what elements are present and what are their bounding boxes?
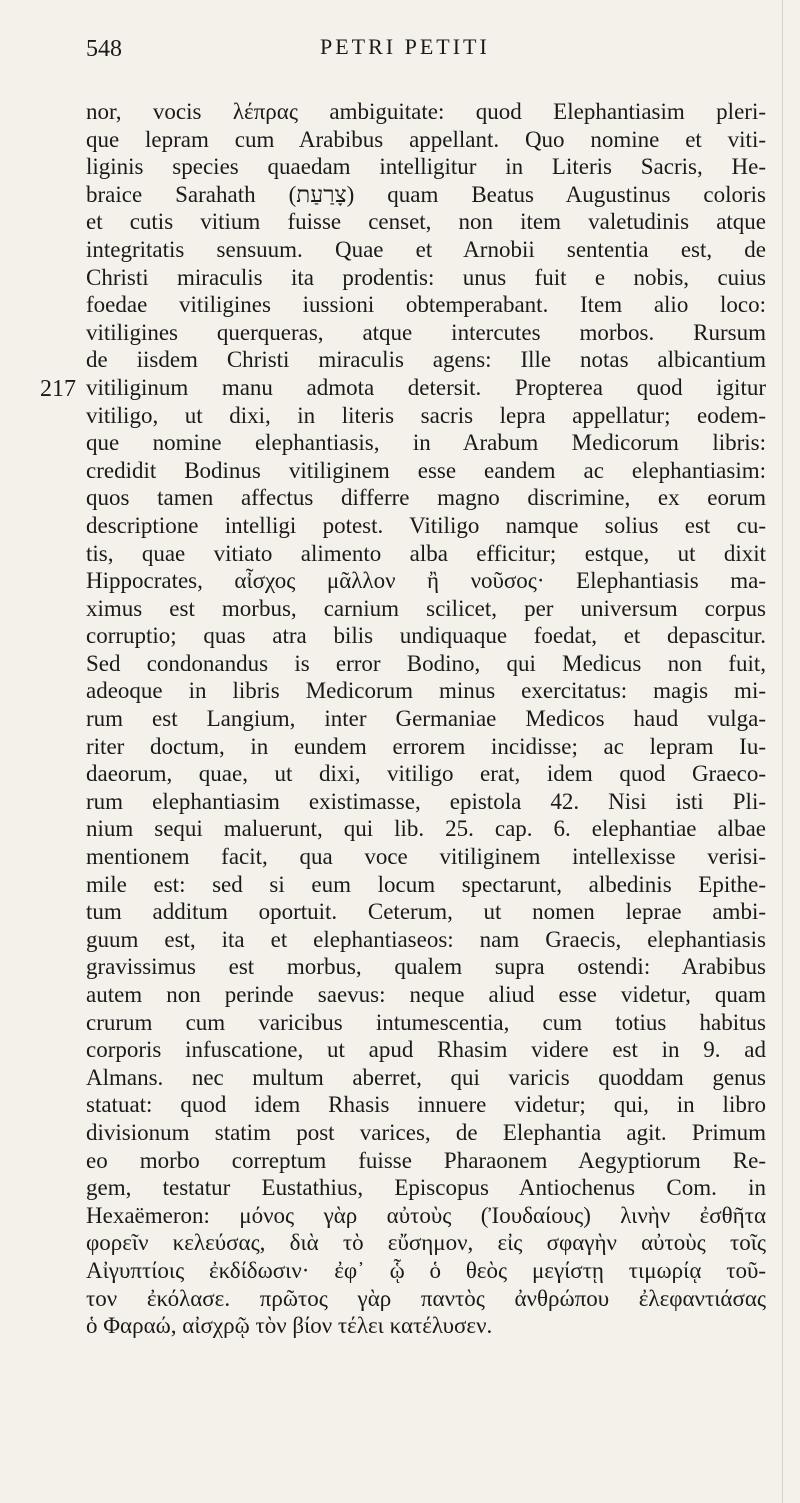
text-line: et cutis vitium fuisse censet, non item valetudinis atque xyxy=(86,209,766,235)
text-line: vitiligo, ut dixi, in literis sacris lepra appellatur; eodem- xyxy=(86,402,766,428)
text-line: mile est: sed si eum locum spectarunt, albedinis Epithe- xyxy=(86,871,766,897)
text-line: integritatis sensuum. Quae et Arnobii sententia est, de xyxy=(86,236,766,262)
text-line: riter doctum, in eundem errorem incidisse; ac lepram Iu- xyxy=(86,733,766,759)
text-line: crurum cum varicibus intumescentia, cum totius habitus xyxy=(86,1009,766,1035)
text-line: statuat: quod idem Rhasis innuere videtur; qui, in libro xyxy=(86,1092,766,1118)
text-line: corporis infuscatione, ut apud Rhasim videre est in 9. ad xyxy=(86,1037,766,1063)
text-line: rum est Langium, inter Germaniae Medicos haud vulga- xyxy=(86,706,766,732)
margin-number: 217 xyxy=(40,376,76,402)
text-line: daeorum, quae, ut dixi, vitiligo erat, idem quod Graeco- xyxy=(86,761,766,787)
text-line: foedae vitiligines iussioni obtemperabant. Item alio loco: xyxy=(86,292,766,318)
text-line: τον ἐκόλασε. πρῶτος γὰρ παντὸς ἀνθρώπου ἐλεφαντιάσας xyxy=(86,1285,766,1311)
text-line: Almans. nec multum aberret, qui varicis quoddam genus xyxy=(86,1064,766,1090)
text-line: de iisdem Christi miraculis agens: Ille notas albicantium xyxy=(86,347,766,373)
text-line: mentionem facit, qua voce vitiliginem intellexisse verisi- xyxy=(86,844,766,870)
text-line: vitiligines querqueras, atque intercutes morbos. Rursum xyxy=(86,319,766,345)
text-line: adeoque in libris Medicorum minus exercitatus: magis mi- xyxy=(86,678,766,704)
page-gutter xyxy=(782,0,783,1503)
text-line: eo morbo correptum fuisse Pharaonem Aegyptiorum Re- xyxy=(86,1147,766,1173)
text-line: tis, quae vitiato alimento alba efficitur; estque, ut dixit xyxy=(86,540,766,566)
text-line: φορεῖν κελεύσας, διὰ τὸ εὔσημον, εἰς σφαγὴν αὐτοὺς τοῖς xyxy=(86,1230,766,1256)
text-line: divisionum statim post varices, de Elephantia agit. Primum xyxy=(86,1119,766,1145)
text-line: liginis species quaedam intelligitur in Literis Sacris, He- xyxy=(86,154,766,180)
text-line: nium sequi maluerunt, qui lib. 25. cap. 6. elephantiae albae xyxy=(86,816,766,842)
page-number: 548 xyxy=(86,36,122,62)
text-line: descriptione intelligi potest. Vitiligo namque solius est cu- xyxy=(86,512,766,538)
text-line: Sed condonandus is error Bodino, qui Medicus non fuit, xyxy=(86,650,766,676)
text-line: rum elephantiasim existimasse, epistola 42. Nisi isti Pli- xyxy=(86,788,766,814)
text-line: nor, vocis λέπρας ambiguitate: quod Elephantiasim pleri- xyxy=(86,99,766,124)
text-line: Hippocrates, αἶσχος μᾶλλον ἢ νοῦσος· Elephantiasis ma- xyxy=(86,568,766,594)
text-line: autem non perinde saevus: neque aliud esse videtur, quam xyxy=(86,982,766,1007)
text-line: braice Sarahath (צָרַעַת) quam Beatus Augustinus coloris xyxy=(86,181,766,207)
text-line: Αἰγυπτίοις ἐκδίδωσιν· ἐφ᾽ ᾧ ὁ θεὸς μεγίστῃ τιμωρίᾳ τοῦ- xyxy=(86,1257,766,1283)
text-line: Christi miraculis ita prodentis: unus fuit e nobis, cuius xyxy=(86,264,766,290)
body-text xyxy=(86,98,766,1340)
text-line: vitiliginum manu admota detersit. Propterea quod igitur xyxy=(86,374,766,400)
text-line: ximus est morbus, carnium scilicet, per universum corpus xyxy=(86,595,766,621)
text-line: gravissimus est morbus, qualem supra ostendi: Arabibus xyxy=(86,954,766,980)
text-line: gem, testatur Eustathius, Episcopus Antiochenus Com. in xyxy=(86,1175,766,1201)
text-line: quos tamen affectus differre magno discrimine, ex eorum xyxy=(86,485,766,511)
text-line: guum est, ita et elephantiaseos: nam Graecis, elephantiasis xyxy=(86,926,766,952)
text-line: tum additum oportuit. Ceterum, ut nomen leprae ambi- xyxy=(86,899,766,925)
text-line: corruptio; quas atra bilis undiquaque foedat, et depascitur. xyxy=(86,623,766,649)
text-line: Hexaëmeron: μόνος γὰρ αὐτοὺς (Ἰουδαίους) λινὴν ἐσθῆτα xyxy=(86,1202,766,1228)
text-line: credidit Bodinus vitiliginem esse eandem ac elephantiasim: xyxy=(86,457,766,483)
text-line: ὁ Φαραώ, αἰσχρῷ τὸν βίον τέλει κατέλυσεν. xyxy=(86,1313,493,1339)
text-line: que nomine elephantiasis, in Arabum Medicorum libris: xyxy=(86,430,766,456)
running-head: PETRI PETITI xyxy=(320,34,490,59)
text-line: que lepram cum Arabibus appellant. Quo nomine et viti- xyxy=(86,126,766,152)
